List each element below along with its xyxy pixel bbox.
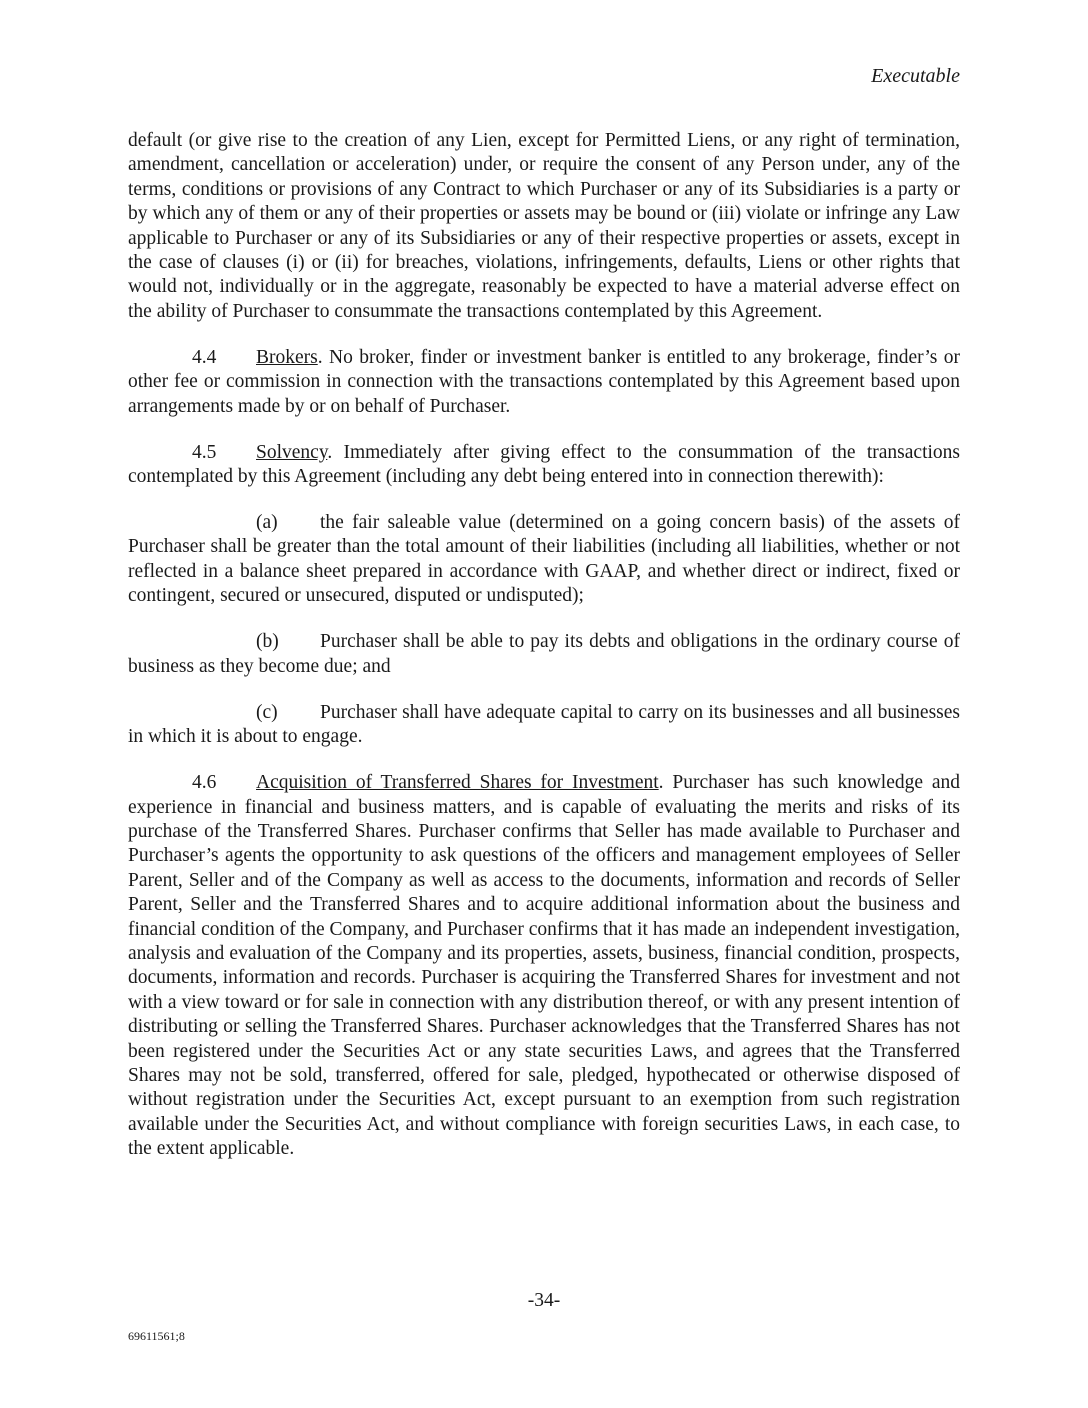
section-4-5 [128, 441, 960, 490]
subsection-text: Purchaser shall have adequate capital to carry on its businesses and all businesses in which it is about to engage. [128, 701, 960, 748]
document-body [128, 129, 960, 1183]
paragraph-continuation [128, 129, 960, 324]
section-heading: Acquisition of Transferred Shares for Investment [256, 772, 659, 794]
section-4-4 [128, 346, 960, 419]
header-executable-label: Executable [871, 65, 960, 87]
subsection-text: Purchaser shall be able to pay its debts and obligations in the ordinary course of business as they become due; and [128, 631, 960, 677]
section-text: . Purchaser has such knowledge and experience in financial and business matters, and is capable of evaluating the merits and risks of its purchase of the Transferred Shares. Purchaser confirms that Seller has made available to Purchaser and Purchaser’s agents the opportunity to ask questions of the officers and management employees of Seller Parent, Seller and of the Company as well as access to the documents, information and records of Seller Parent, Seller and the Transferred Shares and to acquire additional information about the business and financial condition of the Company, and Purchaser confirms that it has made an independent investigation, analysis and evaluation of the Company and its properties, assets, business, financial condition, prospects, documents, information and records. Purchaser is acquiring the Transferred Shares for investment and not with a view toward or for sale in connection with any distribution thereof, or with any present intention of distributing or selling the Transferred Shares. Purchaser acknowledges that the Transferred Shares has not been registered under the Securities Act or any state securities Laws, and agrees that the Transferred Shares may not be sold, transferred, offered for sale, pledged, hypothecated or otherwise disposed of without registration under the Securities Act, except pursuant to an exemption from such registration available under the Securities Act, and without compliance with foreign securities Laws, in each case, to the extent applicable. [128, 772, 961, 1160]
page-number: -34- [527, 1290, 561, 1311]
section-number: 4.6 [192, 772, 217, 794]
document-id: 69611561;8 [128, 1329, 185, 1343]
section-heading: Solvency [256, 441, 328, 463]
section-text: . No broker, finder or investment banker is entitled to any brokerage, finder’s or other fee or commission in connection with the transactions contemplated by this Agreement based upon arrangements made by or on behalf of Purchaser. [128, 346, 960, 417]
subsection-label: (b) [256, 631, 279, 653]
subsection-4-5-c [128, 701, 960, 750]
section-4-6 [128, 771, 960, 1162]
subsection-label: (c) [256, 701, 278, 723]
subsection-text: the fair saleable value (determined on a going concern basis) of the assets of Purchaser shall be greater than the total amount of their liabilities (including all liabilities, whether or not reflected in a balance sheet prepared in accordance with GAAP, and whether direct or indirect, fixed or contingent, secured or unsecured, disputed or undisputed); [128, 512, 960, 607]
section-number: 4.4 [192, 346, 217, 368]
section-heading: Brokers [256, 346, 318, 368]
section-text: . Immediately after giving effect to the consummation of the transactions contemplated by this Agreement (including any debt being entered into in connection therewith): [128, 441, 960, 488]
section-number: 4.5 [192, 441, 217, 463]
paragraph-text: default (or give rise to the creation of any Lien, except for Permitted Liens, or any right of termination, amendment, cancellation or acceleration) under, or require the consent of any Person under, any of the terms, conditions or provisions of any Contract to which Purchaser or any of its Subsidiaries is a party or by which any of them or any of their properties or assets may be bound or (iii) violate or infringe any Law applicable to Purchaser or any of its Subsidiaries or any of their respective properties or assets, except in the case of clauses (i) or (ii) for breaches, violations, infringements, defaults, Liens or other rights that would not, individually or in the aggregate, reasonably be expected to have a material adverse effect on the ability of Purchaser to consummate the transactions contemplated by this Agreement. [128, 130, 960, 322]
subsection-label: (a) [256, 512, 278, 534]
subsection-4-5-a [128, 511, 960, 609]
subsection-4-5-b [128, 630, 960, 679]
